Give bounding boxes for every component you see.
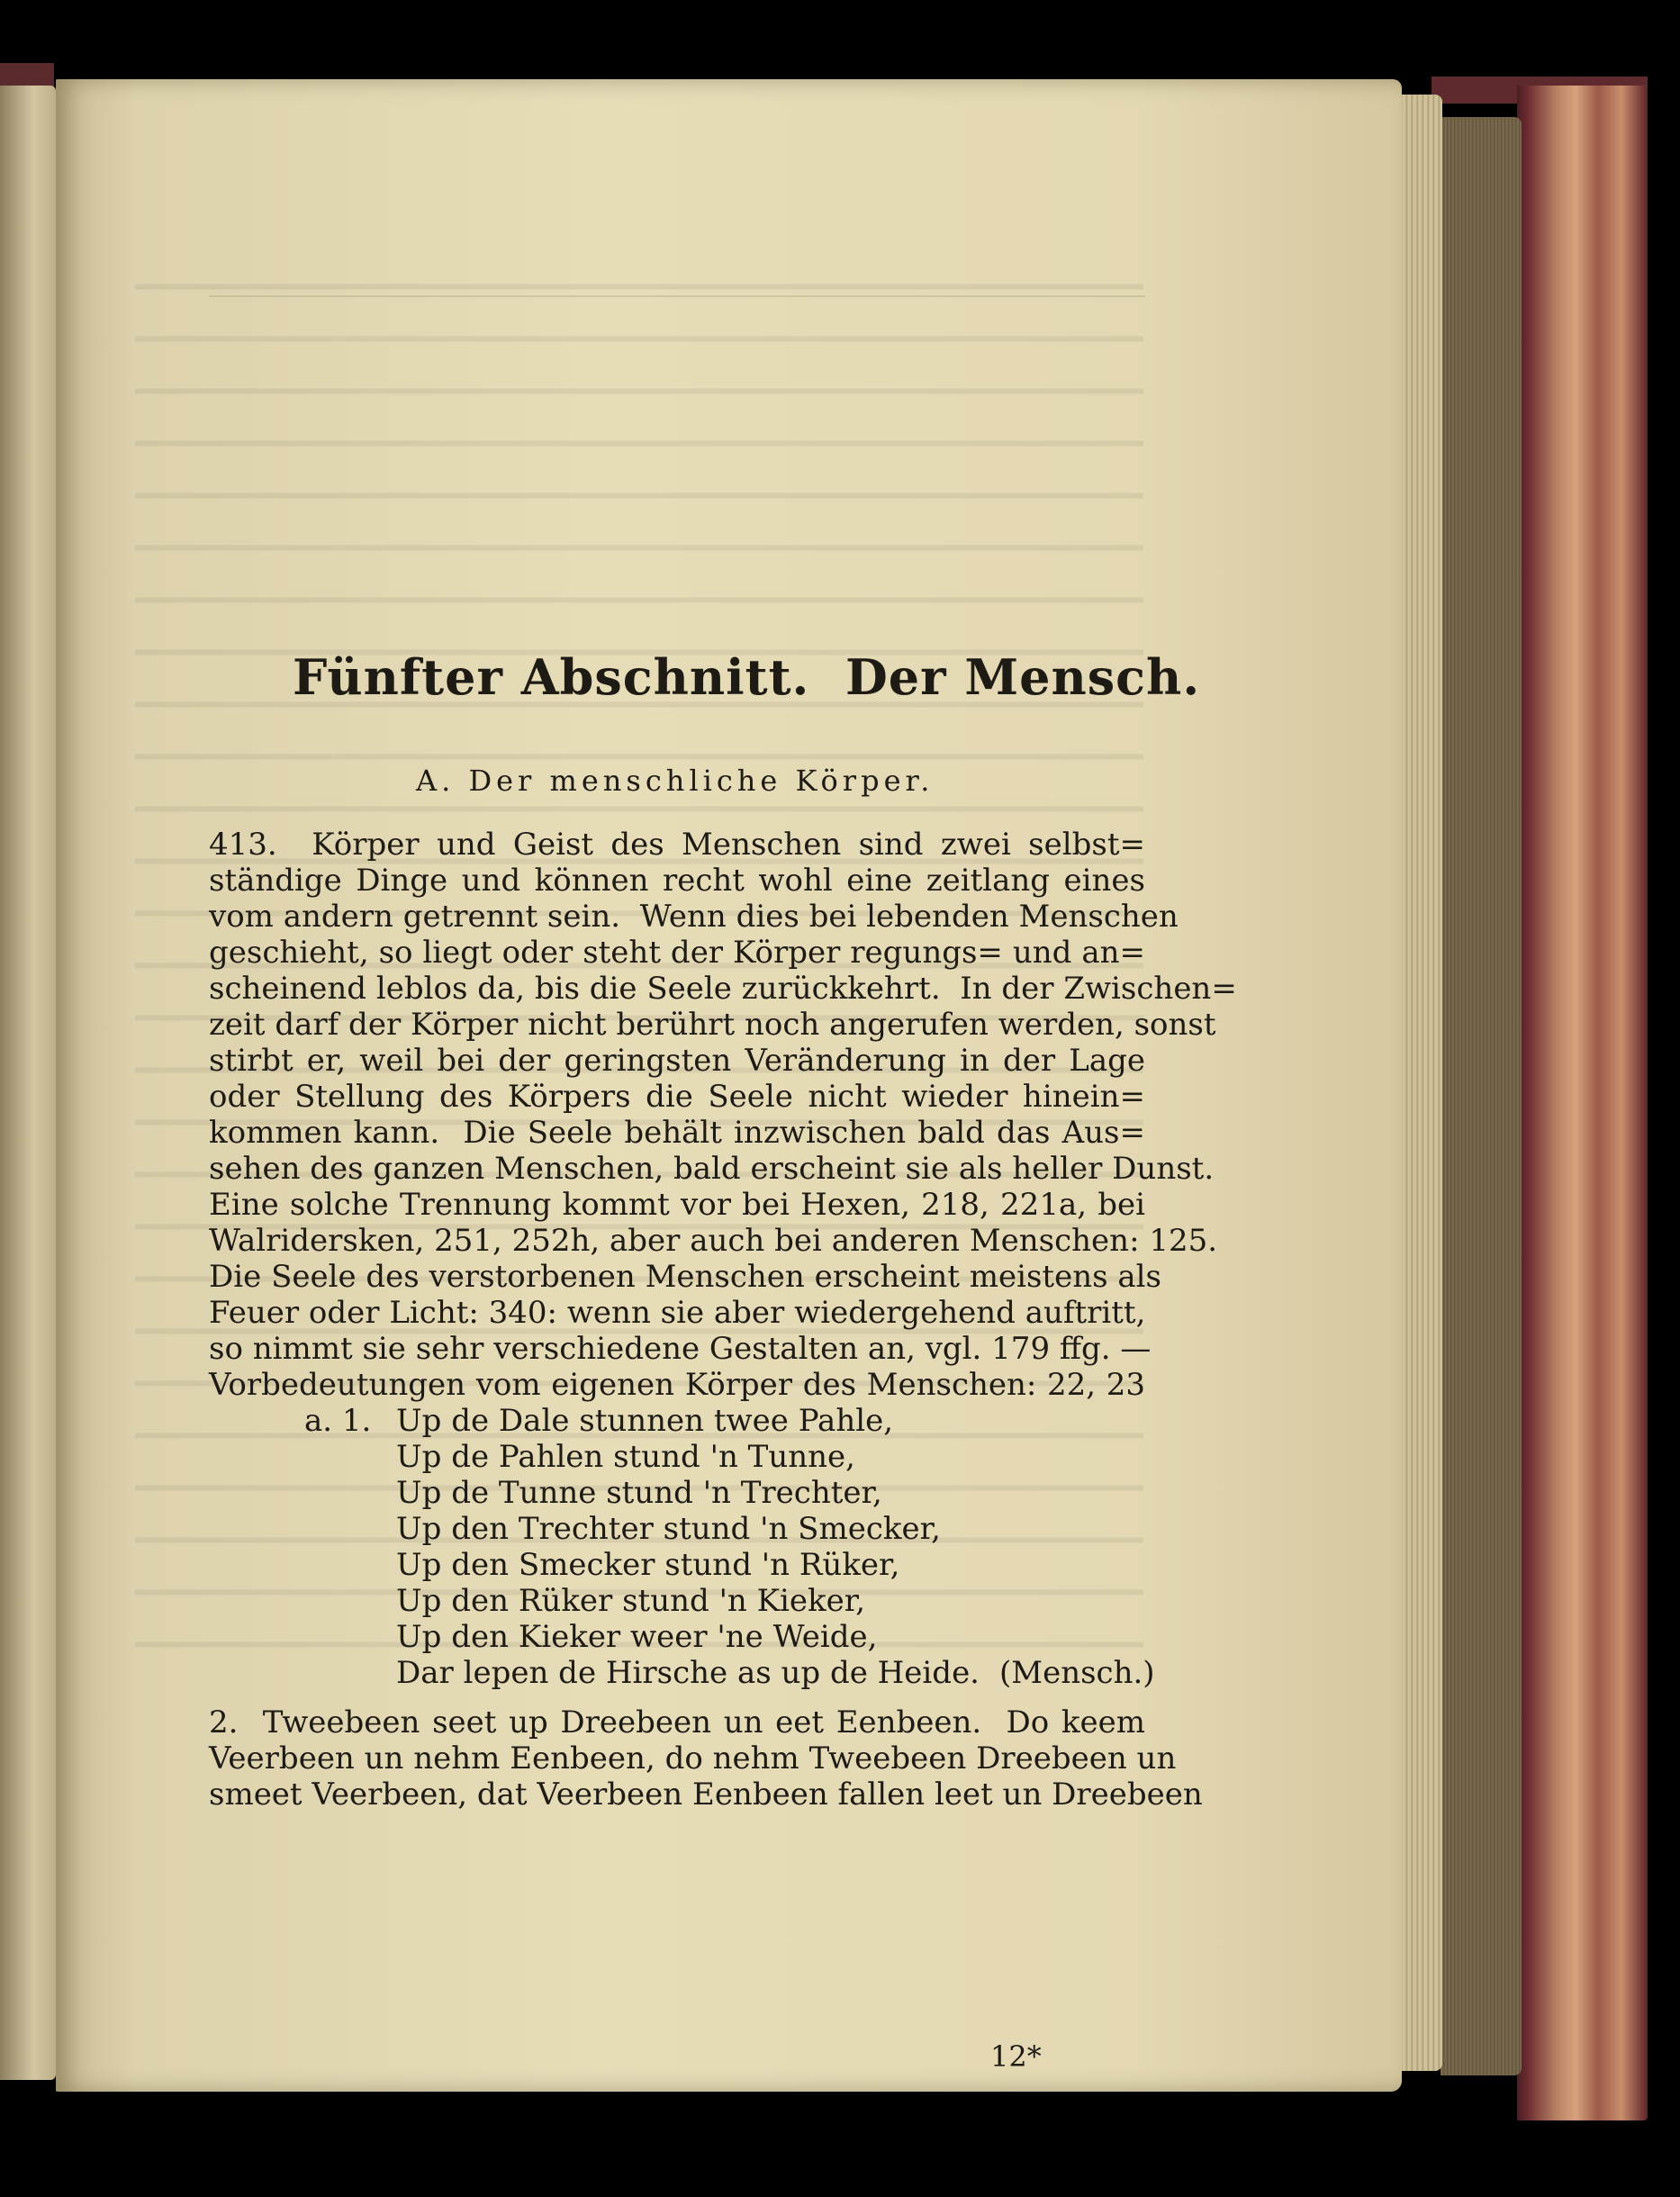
paragraph-line: 413. Körper und Geist des Menschen sind zwei selbst=	[209, 827, 1145, 863]
verse-line: Up den Trechter stund 'n Smecker,	[396, 1511, 941, 1547]
section-title: A. Der menschliche Körper.	[416, 764, 935, 798]
book-cover-marbled	[1517, 86, 1648, 2120]
paragraph-line: zeit darf der Körper nicht berührt noch angerufen werden, sonst	[209, 1007, 1216, 1043]
paragraph-line: Veerbeen un nehm Eenbeen, do nehm Tweebeen Dreebeen un	[209, 1740, 1177, 1777]
paragraph-line: 2. Tweebeen seet up Dreebeen un eet Eenbeen. Do keem	[209, 1704, 1145, 1740]
paragraph-line: sehen des ganzen Menschen, bald erscheint sie als heller Dunst.	[209, 1151, 1215, 1187]
header-rule-show-through	[209, 295, 1145, 297]
page-number: 12*	[990, 2039, 1042, 2074]
paragraph-line: kommen kann. Die Seele behält inzwischen bald das Aus=	[209, 1115, 1145, 1151]
verse-line: Up den Rüker stund 'n Kieker,	[396, 1583, 866, 1619]
paragraph-line: oder Stellung des Körpers die Seele nicht wieder hinein=	[209, 1079, 1145, 1115]
verse-line: Dar lepen de Hirsche as up de Heide.	[396, 1655, 980, 1691]
verse-line: Up de Pahlen stund 'n Tunne,	[396, 1439, 855, 1475]
paragraph-line: smeet Veerbeen, dat Veerbeen Eenbeen fallen leet un Dreebeen	[209, 1777, 1203, 1813]
paragraph-line: vom andern getrennt sein. Wenn dies bei lebenden Menschen	[209, 899, 1179, 935]
paragraph-line: scheinend leblos da, bis die Seele zurückkehrt. In der Zwischen=	[209, 971, 1237, 1007]
paragraph-line: so nimmt sie sehr verschiedene Gestalten an, vgl. 179 ffg. —	[209, 1331, 1152, 1367]
verse-line: Up de Dale stunnen twee Pahle,	[396, 1403, 894, 1439]
paragraph-line: Feuer oder Licht: 340: wenn sie aber wiedergehend auftritt,	[209, 1295, 1146, 1331]
paragraph-line: ständige Dinge und können recht wohl eine zeitlang eines	[209, 863, 1145, 899]
paragraph-line: Die Seele des verstorbenen Menschen erscheint meistens als	[209, 1259, 1161, 1295]
paragraph-line: stirbt er, weil bei der geringsten Veränderung in der Lage	[209, 1043, 1145, 1079]
page-block-edge	[1441, 117, 1522, 2075]
verse-answer: (Mensch.)	[999, 1655, 1155, 1691]
left-page-edge	[0, 86, 56, 2080]
verse-marker: a. 1.	[304, 1403, 372, 1439]
verse-line: Up den Smecker stund 'n Rüker,	[396, 1547, 900, 1583]
paragraph-line: geschieht, so liegt oder steht der Körper regungs= und an=	[209, 935, 1145, 971]
paragraph-line: Walridersken, 251, 252h, aber auch bei anderen Menschen: 125.	[209, 1223, 1218, 1259]
paragraph-line: Vorbedeutungen vom eigenen Körper des Menschen: 22, 23	[209, 1367, 1145, 1403]
chapter-title: Fünfter Abschnitt. Der Mensch.	[293, 648, 1201, 706]
verse-line: Up den Kieker weer 'ne Weide,	[396, 1619, 878, 1655]
verse-line: Up de Tunne stund 'n Trechter,	[396, 1475, 882, 1511]
paragraph-line: Eine solche Trennung kommt vor bei Hexen, 218, 221a, bei	[209, 1187, 1145, 1223]
